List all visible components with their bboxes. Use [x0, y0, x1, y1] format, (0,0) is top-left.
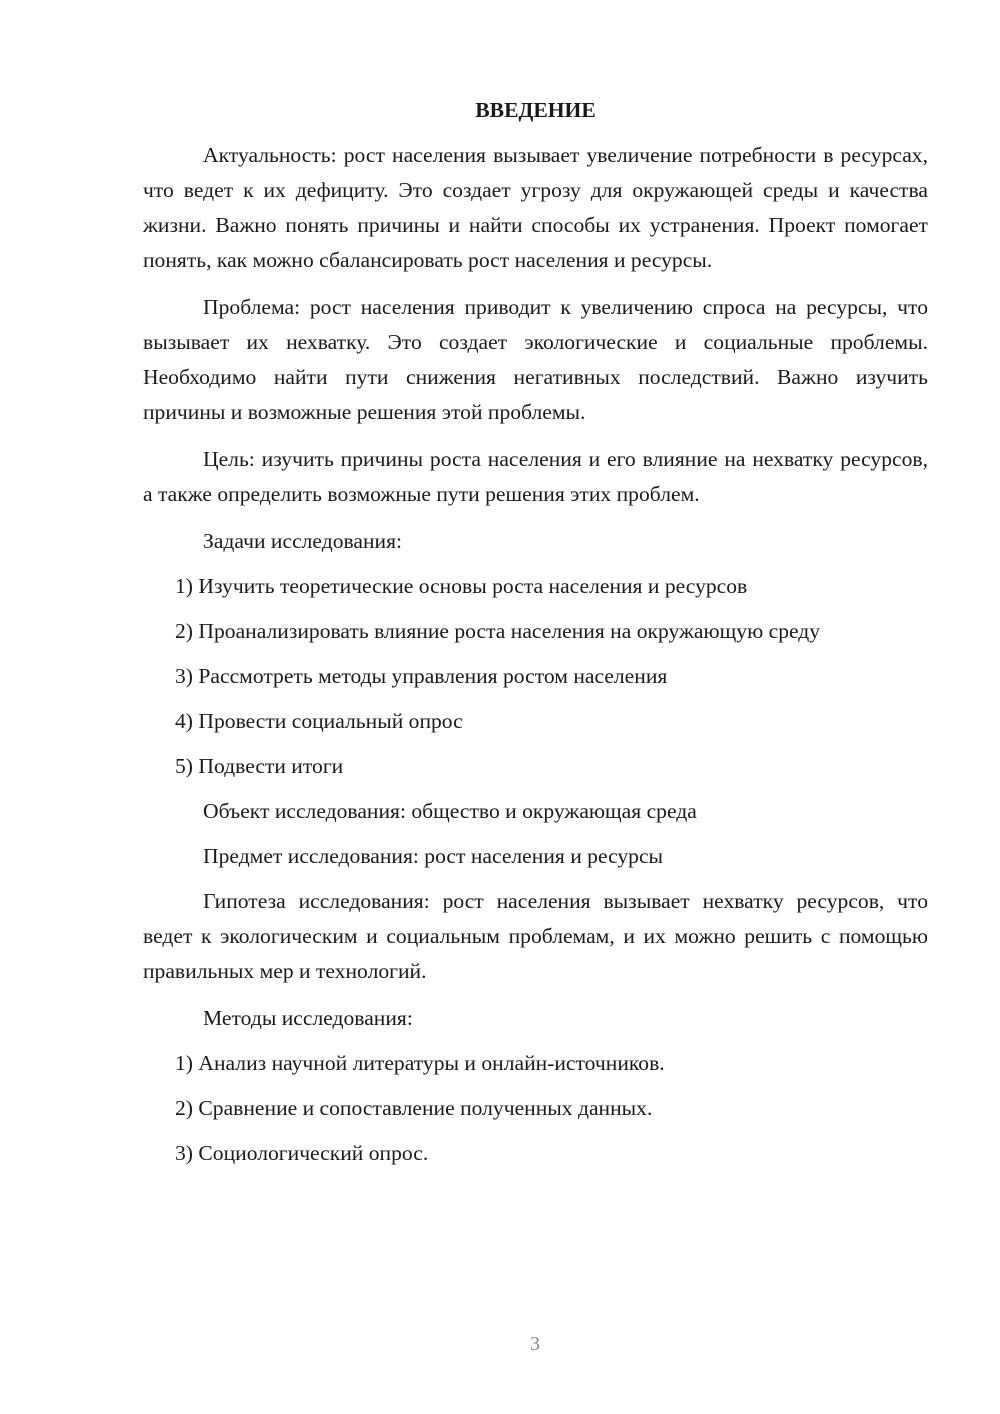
object-line: Объект исследования: общество и окружающая среда: [203, 799, 697, 823]
document-page: [143, 94, 928, 1181]
method-item: 3) Социологический опрос.: [175, 1141, 429, 1165]
hypothesis-paragraph: Гипотеза исследования: рост населения вызывает нехватку ресурсов, что ведет к экологическим и социальным проблемам, и их можно решить с помощью правильных мер и технологий.: [143, 889, 928, 983]
task-item: 5) Подвести итоги: [175, 754, 344, 778]
goal-paragraph: Цель: изучить причины роста населения и его влияние на нехватку ресурсов, а также определить возможные пути решения этих проблем.: [143, 447, 928, 506]
method-item: 1) Анализ научной литературы и онлайн-источников.: [175, 1051, 665, 1075]
page-title: ВВЕДЕНИЕ: [475, 98, 596, 122]
problem-paragraph: Проблема: рост населения приводит к увеличению спроса на ресурсы, что вызывает их нехватку. Это создает экологические и социальные проблемы. Необходимо найти пути снижения негативных последствий. Важно изучить причины и возможные решения этой проблемы.: [143, 295, 928, 424]
relevance-paragraph: Актуальность: рост населения вызывает увеличение потребности в ресурсах, что ведет к их дефициту. Это создает угрозу для окружающей среды и качества жизни. Важно понять причины и найти способы их устранения. Проект помогает понять, как можно сбалансировать рост населения и ресурсы.: [143, 143, 928, 272]
subject-line: Предмет исследования: рост населения и ресурсы: [203, 844, 664, 868]
tasks-label: Задачи исследования:: [203, 529, 403, 553]
methods-label: Методы исследования:: [203, 1006, 413, 1030]
page-number: 3: [530, 1333, 540, 1355]
method-item: 2) Сравнение и сопоставление полученных данных.: [175, 1096, 653, 1120]
task-item: 1) Изучить теоретические основы роста населения и ресурсов: [175, 574, 748, 598]
task-item: 3) Рассмотреть методы управления ростом населения: [175, 664, 668, 688]
task-item: 2) Проанализировать влияние роста населения на окружающую среду: [175, 619, 821, 643]
task-item: 4) Провести социальный опрос: [175, 709, 463, 733]
